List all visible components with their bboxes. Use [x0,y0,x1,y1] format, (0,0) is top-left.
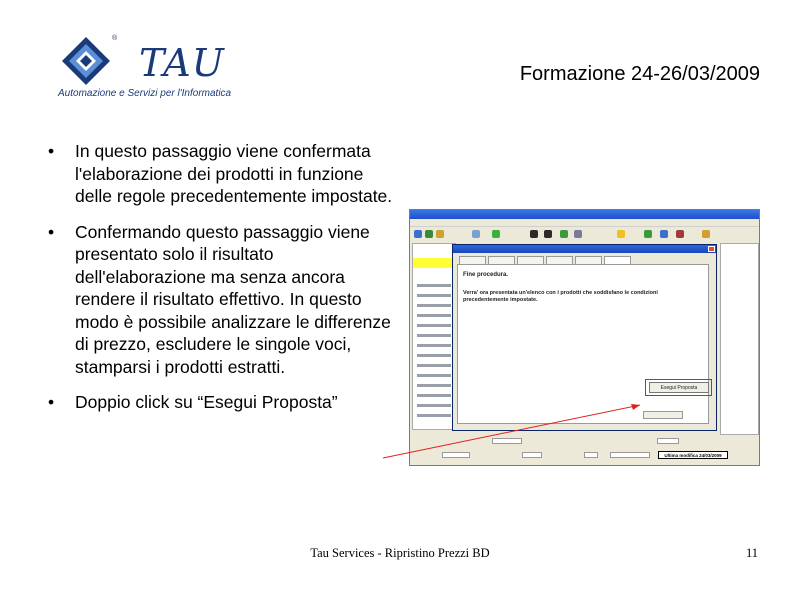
screenshot-menubar [410,219,759,227]
bullet-text: In questo passaggio viene confermata l'elaborazione dei prodotti in funzione delle regole precedentemente impostate. [75,141,393,206]
toolbar-icon[interactable] [560,230,568,238]
form-field[interactable] [610,452,650,458]
bullet-item [48,221,398,379]
bullet-item [48,140,398,208]
list-row[interactable] [417,364,451,367]
list-row[interactable] [417,314,451,317]
toolbar-icon[interactable] [425,230,433,238]
list-row[interactable] [417,404,451,407]
list-row[interactable] [417,324,451,327]
page-number: 11 [745,546,758,560]
toolbar-icon[interactable] [617,230,625,238]
bullet-text: Confermando questo passaggio viene presentato solo il risultato dell'elaborazione ma senza ancora rendere il risultato effettivo. In questo modo è possibile analizzare le differenze di prezzo, escludere le singole voci, stamparsi i prodotti estratti. [75,221,391,377]
bullet-marker: • [48,392,55,412]
toolbar-icon[interactable] [644,230,652,238]
toolbar-icon[interactable] [702,230,710,238]
bullet-marker: • [48,221,55,242]
tau-logo [55,33,232,103]
list-row[interactable] [417,344,451,347]
list-row[interactable] [417,354,451,357]
wizard-tab[interactable] [575,256,602,264]
wizard-tab[interactable] [488,256,515,264]
toolbar-icon[interactable] [574,230,582,238]
wizard-tab-active[interactable] [604,256,631,264]
dialog-panel [457,264,709,424]
selected-row[interactable] [413,258,455,268]
list-row[interactable] [417,394,451,397]
app-screenshot [409,209,760,466]
tau-diamond-icon [61,36,111,86]
wizard-tab[interactable] [546,256,573,264]
list-row[interactable] [417,294,451,297]
toolbar-icon[interactable] [544,230,552,238]
side-columns-pane [720,243,759,435]
page-title: Formazione 24-26/03/2009 [519,63,760,85]
bullet-item [48,391,398,414]
wizard-tab[interactable] [517,256,544,264]
list-row[interactable] [417,284,451,287]
bullet-list [48,140,398,427]
footer-text: Tau Services - Ripristino Prezzi BD [310,546,490,560]
form-field[interactable] [492,438,522,444]
registered-mark: ® [112,35,118,42]
list-row[interactable] [417,334,451,337]
last-modified-label: Ultima modifica 24/03/2009 [658,451,728,459]
screenshot-toolbar [412,228,757,240]
wizard-dialog [452,244,717,431]
logo-brand: TAU [139,41,225,85]
screenshot-titlebar [410,210,759,219]
list-row[interactable] [417,384,451,387]
toolbar-icon[interactable] [472,230,480,238]
bullet-text: Doppio click su “Esegui Proposta” [75,392,338,412]
form-field[interactable] [584,452,598,458]
logo-tagline: Automazione e Servizi per l'Informatica [58,88,232,99]
wizard-tab[interactable] [459,256,486,264]
bullet-marker: • [48,141,55,161]
dialog-heading: Fine procedura. [463,272,509,278]
dialog-titlebar [453,245,716,253]
close-icon[interactable] [708,246,715,252]
list-row[interactable] [417,304,451,307]
dialog-secondary-button[interactable] [643,411,683,419]
toolbar-icon[interactable] [660,230,668,238]
form-field[interactable] [442,452,470,458]
list-row[interactable] [417,374,451,377]
product-list-pane [412,243,456,430]
dialog-message: Verra' ora presentata un'elenco con i prodotti che soddisfano le condizioni precedentemente impostate. [463,290,658,303]
toolbar-icon[interactable] [414,230,422,238]
toolbar-icon[interactable] [492,230,500,238]
toolbar-icon[interactable] [676,230,684,238]
form-field[interactable] [522,452,542,458]
toolbar-icon[interactable] [436,230,444,238]
list-row[interactable] [417,414,451,417]
toolbar-icon[interactable] [530,230,538,238]
execute-proposal-button[interactable]: Esegui Proposta [649,382,709,393]
form-field[interactable] [657,438,679,444]
highlight-box [645,379,712,396]
screenshot-bottom-fields [412,434,757,464]
